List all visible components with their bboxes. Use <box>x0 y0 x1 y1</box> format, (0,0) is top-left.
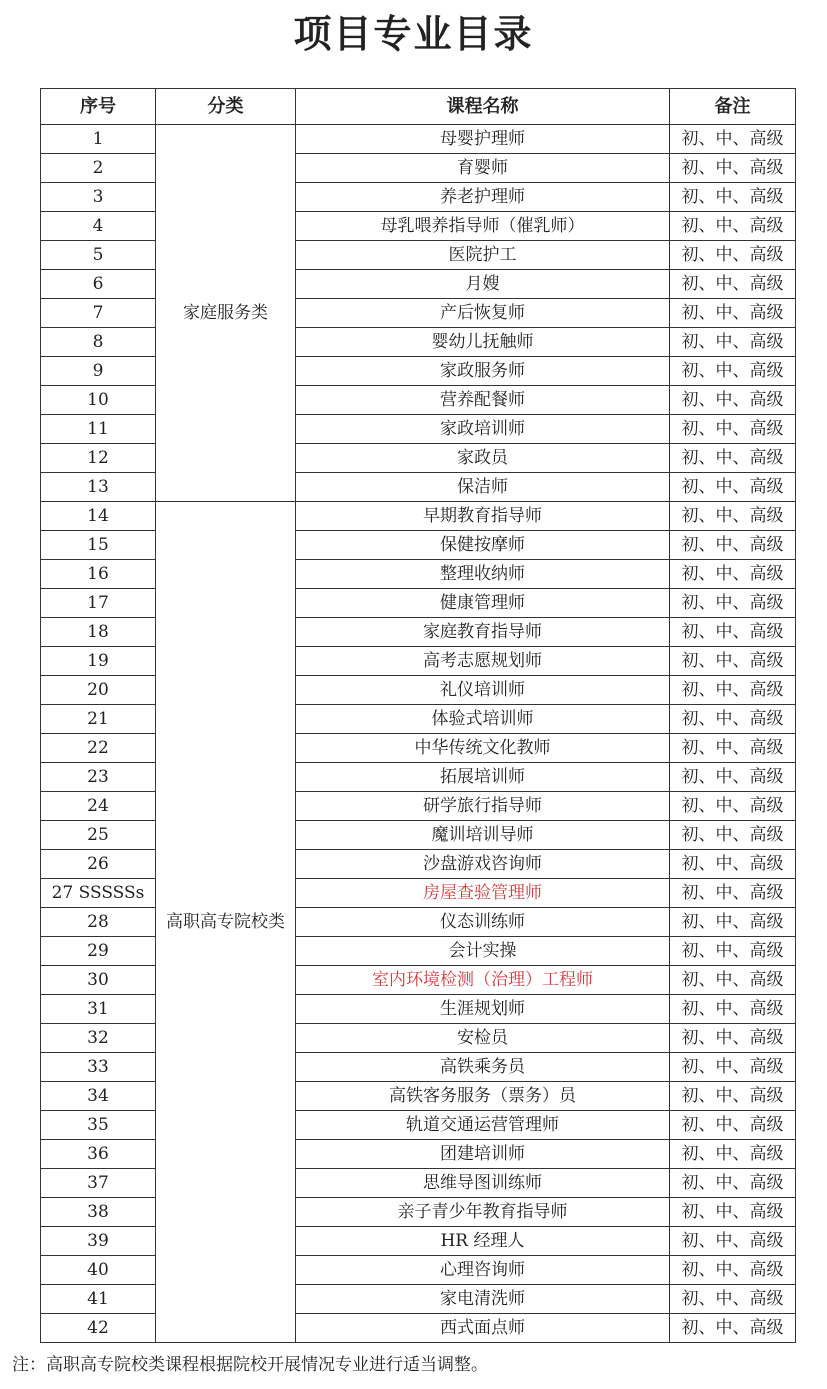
table-row <box>41 1227 796 1256</box>
table-row <box>41 1111 796 1140</box>
table-row <box>41 183 796 212</box>
row-index: 34 <box>41 1082 156 1111</box>
table-body <box>41 125 796 1343</box>
row-index: 36 <box>41 1140 156 1169</box>
table-row <box>41 154 796 183</box>
course-remark: 初、中、高级 <box>670 415 796 444</box>
row-index: 8 <box>41 328 156 357</box>
course-remark: 初、中、高级 <box>670 502 796 531</box>
course-remark: 初、中、高级 <box>670 1285 796 1314</box>
course-name: 高考志愿规划师 <box>296 647 670 676</box>
table-row <box>41 1169 796 1198</box>
table-row <box>41 1140 796 1169</box>
table-row <box>41 763 796 792</box>
row-index: 37 <box>41 1169 156 1198</box>
course-remark: 初、中、高级 <box>670 1198 796 1227</box>
course-remark: 初、中、高级 <box>670 154 796 183</box>
course-table <box>40 88 796 1343</box>
course-remark: 初、中、高级 <box>670 212 796 241</box>
course-remark: 初、中、高级 <box>670 821 796 850</box>
table-row <box>41 589 796 618</box>
course-name: 拓展培训师 <box>296 763 670 792</box>
course-remark: 初、中、高级 <box>670 589 796 618</box>
row-index: 14 <box>41 502 156 531</box>
row-index: 29 <box>41 937 156 966</box>
course-remark: 初、中、高级 <box>670 1169 796 1198</box>
row-index: 17 <box>41 589 156 618</box>
row-index: 20 <box>41 676 156 705</box>
row-index: 30 <box>41 966 156 995</box>
row-index: 25 <box>41 821 156 850</box>
course-name: 心理咨询师 <box>296 1256 670 1285</box>
course-name: 保洁师 <box>296 473 670 502</box>
row-index: 6 <box>41 270 156 299</box>
row-index: 3 <box>41 183 156 212</box>
table-row <box>41 1314 796 1343</box>
header-index: 序号 <box>41 89 156 125</box>
row-index: 32 <box>41 1024 156 1053</box>
table-row <box>41 1198 796 1227</box>
course-remark: 初、中、高级 <box>670 183 796 212</box>
course-remark: 初、中、高级 <box>670 1082 796 1111</box>
row-index: 9 <box>41 357 156 386</box>
table-row <box>41 531 796 560</box>
row-index: 2 <box>41 154 156 183</box>
course-name: 中华传统文化教师 <box>296 734 670 763</box>
row-index: 23 <box>41 763 156 792</box>
course-remark: 初、中、高级 <box>670 705 796 734</box>
header-course: 课程名称 <box>296 89 670 125</box>
row-index: 18 <box>41 618 156 647</box>
course-remark: 初、中、高级 <box>670 937 796 966</box>
table-row <box>41 821 796 850</box>
page-title: 项目专业目录 <box>293 12 534 56</box>
row-index: 22 <box>41 734 156 763</box>
course-name: 月嫂 <box>296 270 670 299</box>
course-remark: 初、中、高级 <box>670 531 796 560</box>
table-row <box>41 734 796 763</box>
table-row <box>41 1285 796 1314</box>
table-row <box>41 937 796 966</box>
course-remark: 初、中、高级 <box>670 1314 796 1343</box>
row-index: 4 <box>41 212 156 241</box>
course-remark: 初、中、高级 <box>670 763 796 792</box>
row-index: 10 <box>41 386 156 415</box>
course-remark: 初、中、高级 <box>670 618 796 647</box>
course-name: 保健按摩师 <box>296 531 670 560</box>
table-row <box>41 1256 796 1285</box>
course-name: 亲子青少年教育指导师 <box>296 1198 670 1227</box>
table-row <box>41 850 796 879</box>
table-row <box>41 473 796 502</box>
table-row <box>41 908 796 937</box>
course-remark: 初、中、高级 <box>670 1111 796 1140</box>
row-index: 33 <box>41 1053 156 1082</box>
course-name: 育婴师 <box>296 154 670 183</box>
course-name: 高铁乘务员 <box>296 1053 670 1082</box>
table-row <box>41 618 796 647</box>
category-cell: 家庭服务类 <box>156 125 296 502</box>
table-row <box>41 270 796 299</box>
table-row <box>41 705 796 734</box>
course-remark: 初、中、高级 <box>670 995 796 1024</box>
row-index: 39 <box>41 1227 156 1256</box>
course-name: 整理收纳师 <box>296 560 670 589</box>
course-remark: 初、中、高级 <box>670 328 796 357</box>
course-remark: 初、中、高级 <box>670 473 796 502</box>
table-row <box>41 415 796 444</box>
table-header-row <box>41 89 796 125</box>
row-index: 7 <box>41 299 156 328</box>
course-name: 家政服务师 <box>296 357 670 386</box>
course-name: 沙盘游戏咨询师 <box>296 850 670 879</box>
course-name: 家政培训师 <box>296 415 670 444</box>
course-remark: 初、中、高级 <box>670 444 796 473</box>
row-index: 41 <box>41 1285 156 1314</box>
course-name: 养老护理师 <box>296 183 670 212</box>
course-remark: 初、中、高级 <box>670 1053 796 1082</box>
table-row <box>41 502 796 531</box>
course-remark: 初、中、高级 <box>670 357 796 386</box>
course-remark: 初、中、高级 <box>670 879 796 908</box>
course-name: 房屋查验管理师 <box>296 879 670 908</box>
row-index: 12 <box>41 444 156 473</box>
course-name: 魔训培训导师 <box>296 821 670 850</box>
course-name: 母婴护理师 <box>296 125 670 154</box>
row-index: 38 <box>41 1198 156 1227</box>
course-name: 礼仪培训师 <box>296 676 670 705</box>
category-cell: 高职高专院校类 <box>156 502 296 1343</box>
course-name: 安检员 <box>296 1024 670 1053</box>
table-row <box>41 444 796 473</box>
course-name: 家电清洗师 <box>296 1285 670 1314</box>
course-name: 会计实操 <box>296 937 670 966</box>
table-row <box>41 966 796 995</box>
course-remark: 初、中、高级 <box>670 734 796 763</box>
course-remark: 初、中、高级 <box>670 908 796 937</box>
row-index: 24 <box>41 792 156 821</box>
table-row <box>41 792 796 821</box>
course-name: 营养配餐师 <box>296 386 670 415</box>
course-name: 医院护工 <box>296 241 670 270</box>
course-name: 西式面点师 <box>296 1314 670 1343</box>
course-remark: 初、中、高级 <box>670 966 796 995</box>
course-remark: 初、中、高级 <box>670 125 796 154</box>
course-name: 体验式培训师 <box>296 705 670 734</box>
table-row <box>41 386 796 415</box>
table-row <box>41 560 796 589</box>
course-remark: 初、中、高级 <box>670 1140 796 1169</box>
course-remark: 初、中、高级 <box>670 1227 796 1256</box>
course-name: 团建培训师 <box>296 1140 670 1169</box>
course-name: 研学旅行指导师 <box>296 792 670 821</box>
row-index: 21 <box>41 705 156 734</box>
course-remark: 初、中、高级 <box>670 850 796 879</box>
course-remark: 初、中、高级 <box>670 676 796 705</box>
course-remark: 初、中、高级 <box>670 1024 796 1053</box>
row-index: 11 <box>41 415 156 444</box>
row-index: 31 <box>41 995 156 1024</box>
table-row <box>41 1024 796 1053</box>
course-name: 轨道交通运营管理师 <box>296 1111 670 1140</box>
table-row <box>41 647 796 676</box>
course-name: 家庭教育指导师 <box>296 618 670 647</box>
course-remark: 初、中、高级 <box>670 270 796 299</box>
course-name: 婴幼儿抚触师 <box>296 328 670 357</box>
table-row <box>41 995 796 1024</box>
course-name: 生涯规划师 <box>296 995 670 1024</box>
course-remark: 初、中、高级 <box>670 241 796 270</box>
table-row <box>41 1053 796 1082</box>
table-row <box>41 125 796 154</box>
course-name: 产后恢复师 <box>296 299 670 328</box>
row-index: 13 <box>41 473 156 502</box>
header-remark: 备注 <box>670 89 796 125</box>
table-row <box>41 299 796 328</box>
course-name: 高铁客务服务（票务）员 <box>296 1082 670 1111</box>
row-index: 27 SSSSSs <box>41 879 156 908</box>
row-index: 35 <box>41 1111 156 1140</box>
header-category: 分类 <box>156 89 296 125</box>
course-remark: 初、中、高级 <box>670 560 796 589</box>
course-name: HR 经理人 <box>296 1227 670 1256</box>
course-name: 家政员 <box>296 444 670 473</box>
table-row <box>41 676 796 705</box>
row-index: 42 <box>41 1314 156 1343</box>
course-name: 仪态训练师 <box>296 908 670 937</box>
row-index: 26 <box>41 850 156 879</box>
row-index: 5 <box>41 241 156 270</box>
course-name: 早期教育指导师 <box>296 502 670 531</box>
course-remark: 初、中、高级 <box>670 386 796 415</box>
row-index: 16 <box>41 560 156 589</box>
table-row <box>41 328 796 357</box>
table-row <box>41 212 796 241</box>
row-index: 15 <box>41 531 156 560</box>
table-row <box>41 241 796 270</box>
course-name: 思维导图训练师 <box>296 1169 670 1198</box>
row-index: 28 <box>41 908 156 937</box>
course-remark: 初、中、高级 <box>670 299 796 328</box>
table-row <box>41 879 796 908</box>
course-name: 母乳喂养指导师（催乳师） <box>296 212 670 241</box>
course-name: 健康管理师 <box>296 589 670 618</box>
course-remark: 初、中、高级 <box>670 1256 796 1285</box>
table-row <box>41 1082 796 1111</box>
row-index: 1 <box>41 125 156 154</box>
course-remark: 初、中、高级 <box>670 647 796 676</box>
course-name: 室内环境检测（治理）工程师 <box>296 966 670 995</box>
row-index: 19 <box>41 647 156 676</box>
footnote: 注：高职高专院校类课程根据院校开展情况专业进行适当调整。 <box>12 1355 488 1375</box>
table-row <box>41 357 796 386</box>
course-remark: 初、中、高级 <box>670 792 796 821</box>
row-index: 40 <box>41 1256 156 1285</box>
